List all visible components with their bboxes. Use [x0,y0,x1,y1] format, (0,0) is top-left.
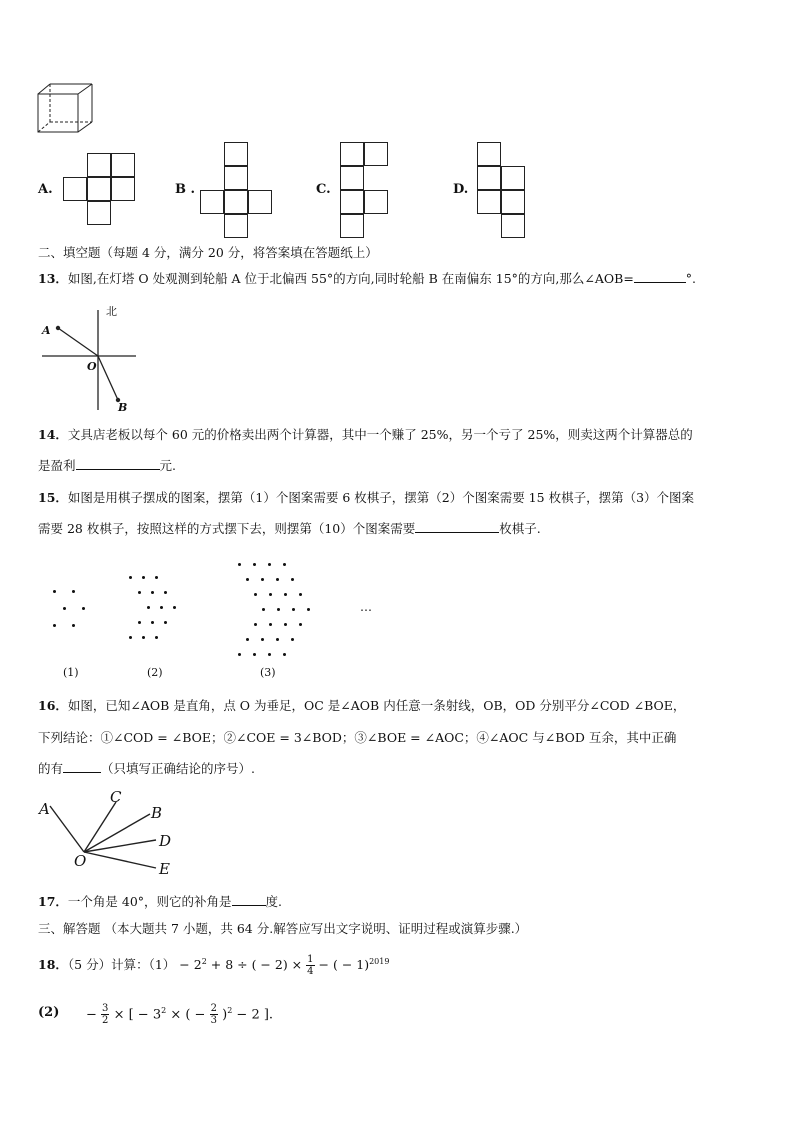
q18-part2-close: ) [222,1007,228,1023]
chess-piece-dot [129,636,132,639]
q16-label-c: C [110,788,122,806]
q18-part2-exp1: 2 [161,1006,167,1015]
chess-piece-dot [253,563,256,566]
q18-part2-num2: 2 [210,1003,217,1015]
chess-piece-dot [268,653,271,656]
q18-score: （5 分）计算：（1） [67,957,176,973]
chess-piece-dot [138,621,141,624]
chess-piece-dot [142,576,145,579]
q18-part2-frac2 [210,1003,218,1026]
q15-number: 15． [38,490,68,505]
q16-text-2: 下列结论：①∠COD = ∠BOE；②∠COE = 3∠BOD；③∠BOE = ∠AOC；④∠AOC 与∠BOD 互余，其中正确 [38,730,677,745]
option-b-label: B . [175,182,196,197]
q13-label-a: A [42,324,51,337]
q18-number: 18． [38,957,68,973]
q15-text-1: 如图是用棋子摆成的图案，摆第（1）个图案需要 6 枚棋子，摆第（2）个图案需要 15 枚棋子，摆第（3）个图案 [67,490,695,505]
q14-answer-blank[interactable] [76,457,160,470]
cube-figure [36,82,98,134]
question-18-part1 [38,950,389,977]
q18-part2-num1: 3 [102,1003,109,1015]
chess-piece-dot [160,606,163,609]
q13-compass-figure [36,302,146,414]
question-16-line2 [38,729,676,747]
question-13 [38,270,696,288]
chess-piece-dot [72,624,75,627]
q18-exp-3: 2019 [369,957,390,966]
option-d-label: D. [453,182,469,197]
q16-rays-figure [36,786,186,882]
chess-piece-dot [284,623,287,626]
chess-piece-dot [268,563,271,566]
section-3-heading: 三、解答题 （本大题共 7 小题，共 64 分.解答应写出文字说明、证明过程或演算步骤.） [38,921,528,936]
option-c-label: C. [316,182,331,197]
chess-piece-dot [261,638,264,641]
chess-piece-dot [276,638,279,641]
chess-piece-dot [129,576,132,579]
chess-piece-dot [283,653,286,656]
q18-expr-2: + 8 ÷ ( − 2) × [210,957,303,973]
chess-piece-dot [261,578,264,581]
q18-part2-label: (2) [38,1005,60,1020]
chess-piece-dot [246,578,249,581]
chess-piece-dot [238,653,241,656]
q15-caption-3: (3) [260,666,276,679]
q15-text-2b: 枚棋子. [499,521,541,536]
chess-piece-dot [283,563,286,566]
q13-label-o: O [87,360,97,373]
chess-piece-dot [53,590,56,593]
chess-piece-dot [253,653,256,656]
q18-frac-num: 1 [307,954,314,966]
q13-answer-blank[interactable] [634,270,686,283]
q18-part2-mid1: × [ − 3 [113,1007,162,1023]
question-14-line1 [38,426,693,444]
q17-tail: 度. [265,894,283,909]
q14-text-2a: 是盈利 [38,458,76,473]
q13-label-b: B [118,401,128,414]
chess-piece-dot [246,638,249,641]
q18-part2-tail: − 2 ]. [236,1007,274,1023]
question-16-line3 [38,760,255,778]
q15-caption-2: (2) [147,666,163,679]
question-15-line1 [38,489,694,507]
chess-piece-dot [155,636,158,639]
chess-piece-dot [299,593,302,596]
q18-part2-den1: 2 [102,1015,109,1027]
chess-piece-dot [269,623,272,626]
q16-label-d: D [159,832,172,850]
chess-piece-dot [254,623,257,626]
chess-piece-dot [155,576,158,579]
question-17 [38,893,282,911]
q13-text: 如图,在灯塔 O 处观测到轮船 A 位于北偏西 55°的方向,同时轮船 B 在南偏东 15°的方向,那么∠AOB= [67,271,634,286]
q14-number: 14． [38,427,68,442]
q18-part2-neg: − [86,1007,97,1023]
chess-piece-dot [291,638,294,641]
chess-piece-dot [276,578,279,581]
q18-frac-den: 4 [307,966,314,978]
chess-piece-dot [63,607,66,610]
question-16-line1 [38,697,685,715]
q14-text-1: 文具店老板以每个 60 元的价格卖出两个计算器，其中一个赚了 25%，另一个亏了 25%，则卖这两个计算器总的 [67,427,693,442]
q18-part2-den2: 3 [210,1015,217,1027]
chess-piece-dot [164,591,167,594]
question-15-line2 [38,520,541,538]
chess-piece-dot [307,608,310,611]
chess-piece-dot [238,563,241,566]
chess-piece-dot [269,593,272,596]
q13-tail: °. [685,271,697,286]
q16-label-b: B [151,804,163,822]
section-2-heading: 二、填空题（每题 4 分，满分 20 分，将答案填在答题纸上） [38,245,378,260]
question-18-part2 [86,996,273,1030]
chess-piece-dot [173,606,176,609]
question-14-line2 [38,457,176,475]
q13-number: 13． [38,271,68,286]
chess-piece-dot [292,608,295,611]
q18-expr-1: − 2 [179,957,202,973]
chess-piece-dot [147,606,150,609]
chess-piece-dot [291,578,294,581]
q18-part2-exp2: 2 [227,1006,233,1015]
q16-label-a: A [39,800,50,818]
chess-piece-dot [82,607,85,610]
chess-piece-dot [138,591,141,594]
q16-text-3a: 的有 [38,761,64,776]
q18-exp-1: 2 [201,957,207,966]
q16-label-e: E [159,860,170,878]
chess-piece-dot [284,593,287,596]
q16-text-1: 如图，已知∠AOB 是直角，点 O 为垂足，OC 是∠AOB 内任意一条射线，OB，OD 分别平分∠COD ∠BOE， [67,698,686,713]
q18-part2-mid2: × ( − [170,1007,206,1023]
q18-part2-frac1 [101,1003,109,1026]
q15-text-2a: 需要 28 枚棋子，按照这样的方式摆下去，则摆第（10）个图案需要 [38,521,416,536]
q15-ellipsis: … [360,600,372,614]
q17-answer-blank[interactable] [232,893,266,906]
q16-label-o: O [74,852,87,870]
chess-piece-dot [277,608,280,611]
chess-piece-dot [262,608,265,611]
chess-piece-dot [142,636,145,639]
q17-number: 17． [38,894,68,909]
option-a-label: A. [38,182,53,197]
chess-piece-dot [254,593,257,596]
q14-text-2b: 元. [159,458,176,473]
q18-expr-3: − ( − 1) [318,957,370,973]
chess-piece-dot [299,623,302,626]
chess-piece-dot [72,590,75,593]
q16-answer-blank[interactable] [63,760,101,773]
chess-piece-dot [164,621,167,624]
chess-piece-dot [151,621,154,624]
q15-answer-blank[interactable] [415,520,499,533]
q17-text: 一个角是 40°，则它的补角是 [67,894,232,909]
chess-piece-dot [151,591,154,594]
q13-north-label: 北 [106,305,117,318]
q18-fraction [306,954,314,977]
q16-text-3b: （只填写正确结论的序号）. [101,761,255,776]
chess-piece-dot [53,624,56,627]
q15-caption-1: (1) [63,666,79,679]
q16-number: 16． [38,698,68,713]
